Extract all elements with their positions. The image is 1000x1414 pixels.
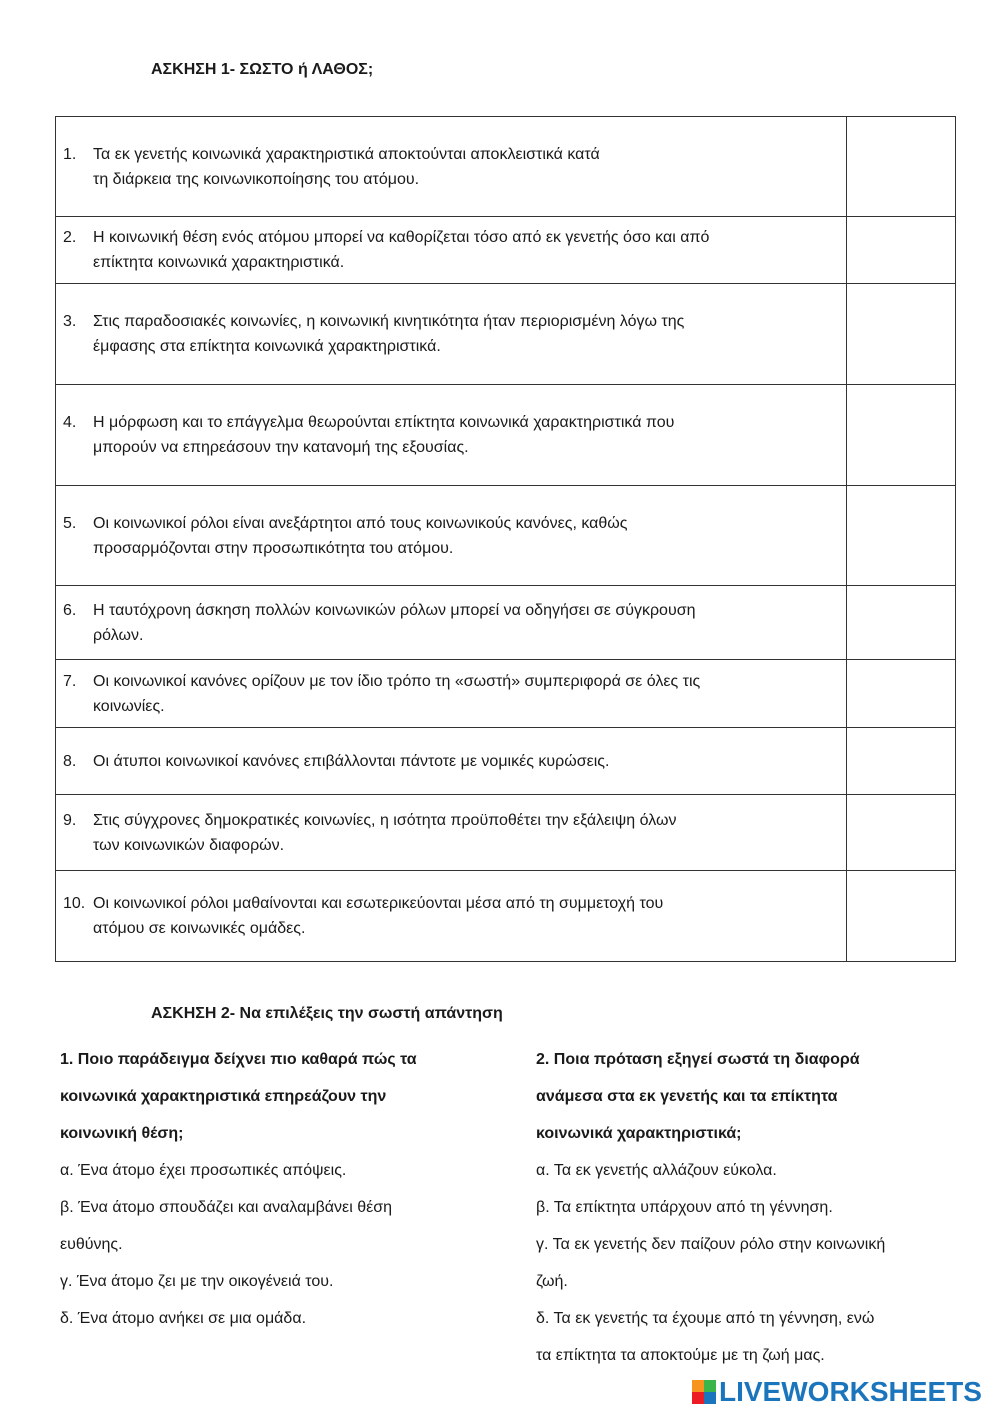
statement-row [56, 217, 956, 284]
statement-number: 3. [63, 313, 77, 330]
statement-text: Τα εκ γενετής κοινωνικά χαρακτηριστικά αποκτούνται αποκλειστικά κατά τη διάρκεια της κοινωνικοποίησης του ατόμου. [93, 145, 600, 188]
liveworksheets-logo-icon [692, 1380, 716, 1404]
statement-cell [56, 117, 847, 217]
exercise2-title: ΑΣΚΗΣΗ 2- Να επιλέξεις την σωστή απάντηση [151, 1005, 503, 1022]
question-1-option[interactable]: γ. Ένα άτομο ζει με την οικογένειά του. [60, 1273, 334, 1290]
statement-cell [56, 586, 847, 660]
statement-number: 2. [63, 229, 77, 246]
statement-text: Η κοινωνική θέση ενός ατόμου μπορεί να καθορίζεται τόσο από εκ γενετής όσο και από επίκτητα κοινωνικά χαρακτηριστικά. [93, 229, 710, 271]
question-2-option-continued[interactable]: τα επίκτητα τα αποκτούμε με τη ζωή μας. [536, 1347, 825, 1364]
statement-cell [56, 217, 847, 284]
statement-cell [56, 486, 847, 586]
statement-text: Η μόρφωση και το επάγγελμα θεωρούνται επίκτητα κοινωνικά χαρακτηριστικά που μπορούν να επηρεάσουν την κατανομή της εξουσίας. [93, 414, 675, 456]
statement-row [56, 586, 956, 660]
answer-cell[interactable] [847, 117, 956, 217]
answer-cell[interactable] [847, 486, 956, 586]
statement-text: Οι άτυποι κοινωνικοί κανόνες επιβάλλονται πάντοτε με νομικές κυρώσεις. [93, 752, 610, 770]
question-2-line: κοινωνικά χαρακτηριστικά; [536, 1125, 742, 1142]
answer-cell[interactable] [847, 217, 956, 284]
statement-number: 1. [63, 145, 77, 163]
question-1-block [60, 1041, 500, 1337]
question-2-line: 2. Ποια πρόταση εξηγεί σωστά τη διαφορά [536, 1051, 860, 1068]
statement-text: Στις παραδοσιακές κοινωνίες, η κοινωνική κινητικότητα ήταν περιορισμένη λόγω της έμφασης στα επίκτητα κοινωνικά χαρακτηριστικά. [93, 313, 685, 355]
question-2-line: ανάμεσα στα εκ γενετής και τα επίκτητα [536, 1088, 838, 1105]
statement-text: Οι κοινωνικοί ρόλοι μαθαίνονται και εσωτερικεύονται μέσα από τη συμμετοχή του ατόμου σε κοινωνικές ομάδες. [93, 895, 664, 937]
statement-cell [56, 660, 847, 728]
answer-cell[interactable] [847, 385, 956, 486]
question-1-line: 1. Ποιο παράδειγμα δείχνει πιο καθαρά πώς τα [60, 1051, 417, 1068]
liveworksheets-logo-text: LIVEWORKSHEETS [719, 1376, 982, 1407]
statement-number: 7. [63, 672, 77, 690]
answer-cell[interactable] [847, 795, 956, 871]
answer-cell[interactable] [847, 728, 956, 795]
statement-row [56, 486, 956, 586]
question-2-option[interactable]: α. Τα εκ γενετής αλλάζουν εύκολα. [536, 1162, 777, 1179]
statement-cell [56, 871, 847, 962]
question-1-line: κοινωνικά χαρακτηριστικά επηρεάζουν την [60, 1088, 387, 1105]
statement-number: 9. [63, 811, 77, 829]
answer-cell[interactable] [847, 871, 956, 962]
statement-number: 8. [63, 752, 77, 770]
question-1-line: κοινωνική θέση; [60, 1125, 184, 1142]
statement-cell [56, 284, 847, 385]
question-1-option[interactable]: β. Ένα άτομο σπουδάζει και αναλαμβάνει θέση [60, 1199, 392, 1216]
question-2-option-continued[interactable]: ζωή. [536, 1273, 568, 1290]
statement-row [56, 117, 956, 217]
question-1-option[interactable]: α. Ένα άτομο έχει προσωπικές απόψεις. [60, 1162, 347, 1179]
statement-text: Οι κοινωνικοί ρόλοι είναι ανεξάρτητοι από τους κοινωνικούς κανόνες, καθώς προσαρμόζονται στην προσωπικότητα του ατόμου. [93, 514, 628, 557]
answer-cell[interactable] [847, 660, 956, 728]
statement-number: 5. [63, 514, 77, 532]
statement-row [56, 385, 956, 486]
answer-cell[interactable] [847, 284, 956, 385]
statement-cell [56, 385, 847, 486]
statement-number: 6. [63, 601, 77, 619]
statement-text: Στις σύγχρονες δημοκρατικές κοινωνίες, η ισότητα προϋποθέτει την εξάλειψη όλων των κοινωνικών διαφορών. [93, 811, 677, 854]
true-false-table [55, 116, 956, 962]
question-2-block [536, 1041, 966, 1374]
statement-text: Η ταυτόχρονη άσκηση πολλών κοινωνικών ρόλων μπορεί να οδηγήσει σε σύγκρουση ρόλων. [93, 601, 696, 644]
statement-number: 10. [63, 895, 86, 912]
question-2-option[interactable]: δ. Τα εκ γενετής τα έχουμε από τη γέννηση, ενώ [536, 1310, 875, 1327]
statement-text: Οι κοινωνικοί κανόνες ορίζουν με τον ίδιο τρόπο τη «σωστή» συμπεριφορά σε όλες τις κοινωνίες. [93, 672, 701, 715]
statement-row [56, 871, 956, 962]
answer-cell[interactable] [847, 586, 956, 660]
exercise1-title: ΑΣΚΗΣΗ 1- ΣΩΣΤΟ ή ΛΑΘΟΣ; [151, 61, 374, 78]
liveworksheets-logo [692, 1376, 982, 1408]
statement-number: 4. [63, 414, 77, 431]
question-2-option[interactable]: β. Τα επίκτητα υπάρχουν από τη γέννηση. [536, 1199, 833, 1216]
question-1-option-continued[interactable]: ευθύνης. [60, 1236, 123, 1253]
statement-row [56, 284, 956, 385]
question-1-option[interactable]: δ. Ένα άτομο ανήκει σε μια ομάδα. [60, 1310, 307, 1327]
statement-row [56, 795, 956, 871]
statement-row [56, 728, 956, 795]
statement-cell [56, 728, 847, 795]
statement-cell [56, 795, 847, 871]
statement-row [56, 660, 956, 728]
question-2-option[interactable]: γ. Τα εκ γενετής δεν παίζουν ρόλο στην κοινωνική [536, 1236, 886, 1253]
